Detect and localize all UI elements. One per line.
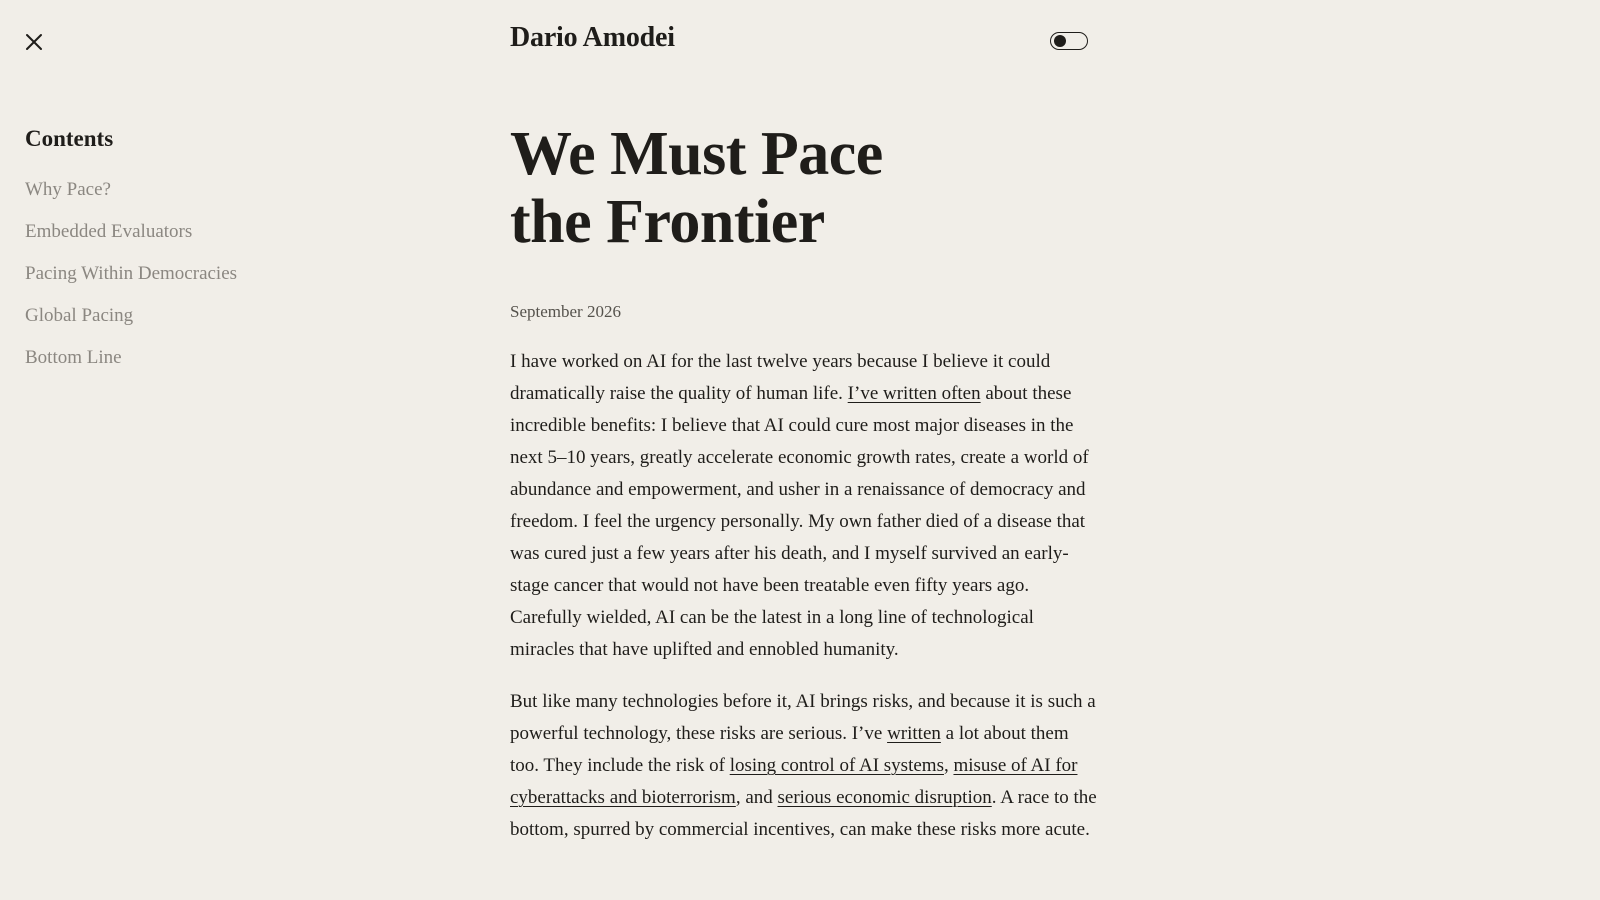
paragraph-text: But like many technologies before it, AI brings risks, and because it is such a powerful technology, these risks are serious. I’ve: [510, 691, 1096, 744]
link-written[interactable]: written: [887, 723, 941, 744]
link-losing-control[interactable]: losing control of AI systems: [729, 755, 944, 776]
paragraph-text: . A race to the bottom, spurred by commercial incentives, can make these risks more acute.: [510, 787, 1097, 840]
close-icon[interactable]: [22, 30, 46, 54]
article-date: September 2026: [510, 302, 621, 321]
toc-heading: Contents: [25, 126, 114, 151]
paragraph-1: [510, 346, 1100, 666]
title-line-1: We Must Pace: [510, 120, 883, 188]
paragraph-2: [510, 686, 1100, 846]
title-line-2: the Frontier: [510, 188, 825, 256]
toc-item-global-pacing[interactable]: Global Pacing: [25, 305, 134, 326]
theme-toggle[interactable]: [1050, 32, 1088, 50]
toc-item-bottom-line[interactable]: Bottom Line: [25, 347, 122, 368]
article: [510, 120, 1100, 846]
paragraph-text: , and: [735, 787, 778, 808]
toc-item-pacing-within-democracies[interactable]: Pacing Within Democracies: [25, 263, 238, 284]
article-title: [510, 120, 1100, 256]
toc-item-why-pace[interactable]: Why Pace?: [25, 179, 111, 200]
toc-list: [25, 178, 325, 388]
paragraph-text: about these incredible benefits: I believe that AI could cure most major diseases in the next 5–10 years, greatly accelerate economic growth rates, create a world of abundance and empowerment, and usher in a renaissance of democracy and freedom. I feel the urgency personally. My own father died of a disease that was cured just a few years after his death, and I myself survived an early-stage cancer that would not have been treatable even fifty years ago. Carefully wielded, AI can be the latest in a long line of technological miracles that have uplifted and ennobled humanity.: [510, 383, 1089, 660]
paragraph-text: a lot about them too. They include the risk of: [510, 723, 1069, 776]
link-misuse-of-ai[interactable]: misuse of AI for cyberattacks and bioterrorism: [510, 755, 1078, 808]
paragraph-text: I have worked on AI for the last twelve years because I believe it could dramatically raise the quality of human life.: [510, 351, 1051, 404]
site-title[interactable]: Dario Amodei: [510, 22, 675, 53]
link-written-often[interactable]: I’ve written often: [847, 383, 981, 404]
table-of-contents: [25, 126, 325, 388]
toc-item-embedded-evaluators[interactable]: Embedded Evaluators: [25, 221, 193, 242]
link-economic-disruption[interactable]: serious economic disruption: [777, 787, 992, 808]
toggle-knob: [1054, 35, 1066, 47]
paragraph-text: ,: [943, 755, 954, 776]
